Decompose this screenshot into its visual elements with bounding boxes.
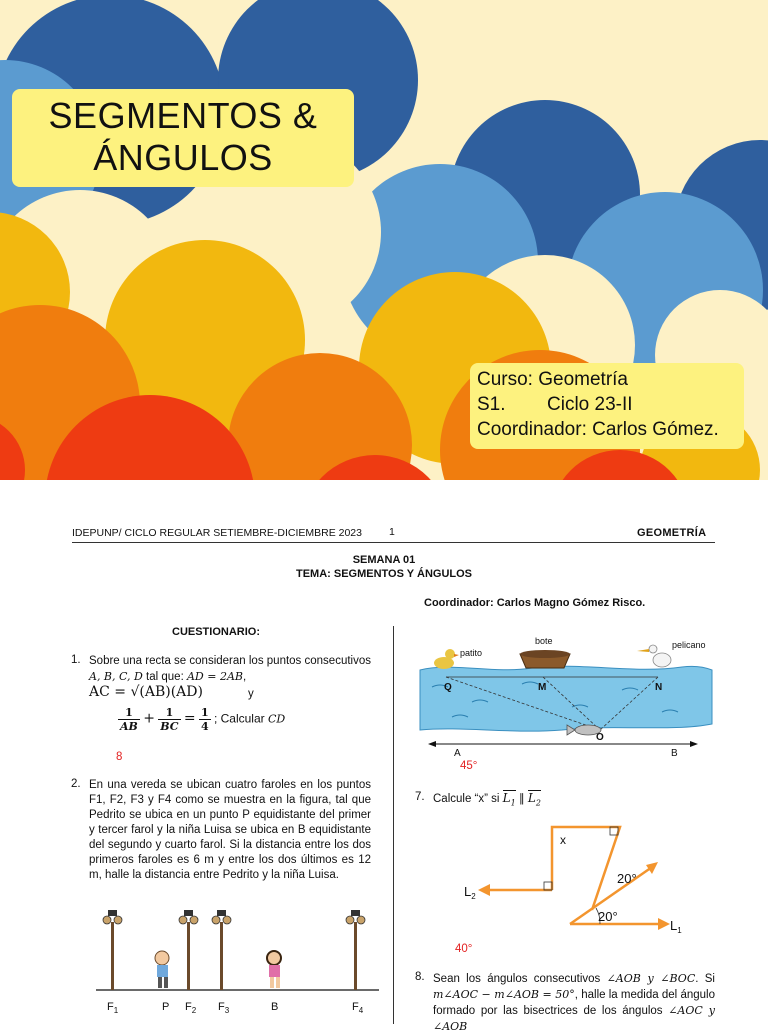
title-line-2: ÁNGULOS bbox=[93, 137, 273, 178]
label-b: B bbox=[271, 1001, 279, 1013]
frac-numerator: 1 bbox=[118, 706, 140, 720]
q1-equation-1: AC = √(AB)(AD) bbox=[89, 684, 203, 700]
q7-number: 7. bbox=[415, 791, 425, 803]
header-institution: IDEPUNP/ CICLO REGULAR SETIEMBRE-DICIEMBRE 2023 bbox=[72, 527, 362, 539]
frac-denominator: AB bbox=[120, 720, 138, 733]
q8-number: 8. bbox=[415, 971, 425, 983]
q8-text-c: , halle la medida del ángulo formado por las bisectrices de los ángulos bbox=[433, 989, 715, 1017]
label-a: A bbox=[454, 748, 461, 759]
q7-line-1: $L_1$ bbox=[502, 791, 516, 808]
lamp-f2 bbox=[179, 910, 198, 990]
title-box bbox=[12, 89, 354, 187]
q7-text bbox=[433, 791, 541, 807]
label-m: M bbox=[538, 682, 547, 693]
document-page bbox=[0, 480, 768, 1033]
header-divider bbox=[72, 542, 715, 543]
coordinator-label: Coordinador: Carlos Gómez. bbox=[477, 419, 719, 440]
fraction-1-ab bbox=[118, 706, 140, 733]
q8-angles: ∠AOB y ∠BOC bbox=[606, 972, 696, 985]
frac-numerator: 1 bbox=[200, 706, 209, 719]
label-20-upper: 20° bbox=[617, 871, 637, 886]
course-label: Curso: Geometría bbox=[477, 369, 628, 390]
section-heading: CUESTIONARIO: bbox=[172, 626, 260, 638]
boat-icon bbox=[520, 650, 570, 668]
week-heading: SEMANA 01 bbox=[352, 554, 416, 566]
duck-icon bbox=[434, 649, 459, 669]
angle-figure bbox=[460, 820, 690, 945]
label-b: B bbox=[671, 748, 678, 759]
label-f4: $F_4$ bbox=[352, 1001, 364, 1015]
fraction-1-bc bbox=[158, 706, 180, 733]
label-l2: $L_2$ bbox=[464, 884, 476, 901]
lamp-f4 bbox=[346, 910, 365, 990]
lamp-f1 bbox=[103, 910, 122, 990]
q1-number: 1. bbox=[71, 654, 81, 666]
q1-answer: 8 bbox=[116, 751, 123, 763]
coordinator-heading: Coordinador: Carlos Magno Gómez Risco. bbox=[424, 597, 646, 609]
pelican-icon bbox=[637, 645, 671, 667]
q8-text-a: Sean los ángulos consecutivos bbox=[433, 973, 607, 985]
label-x: x bbox=[560, 833, 566, 847]
label-f2: $F_2$ bbox=[185, 1001, 197, 1015]
fraction-1-4 bbox=[199, 706, 211, 733]
q8-text bbox=[433, 971, 715, 1035]
column-divider bbox=[393, 626, 394, 1024]
q1-equation-2: $\frac{1}{AB}$ + $\frac{1}{BC}$ = $\frac{1}{4}$ ; Calcular CD bbox=[120, 706, 286, 733]
q8-tail: ∠AOC y ∠AOB bbox=[433, 1004, 715, 1033]
label-f1: $F_1$ bbox=[107, 1001, 119, 1015]
topic-heading: TEMA: SEGMENTOS Y ÁNGULOS bbox=[295, 568, 473, 580]
boat-label: bote bbox=[535, 636, 553, 646]
q8-condition: m∠AOC − m∠AOB = 50° bbox=[433, 988, 575, 1001]
session-label: S1. bbox=[477, 394, 506, 415]
label-n: N bbox=[655, 682, 663, 693]
street-lamps-figure bbox=[94, 908, 384, 1024]
lake-figure bbox=[412, 632, 722, 759]
frac-numerator: 1 bbox=[158, 706, 180, 720]
q1-text-a: Sobre una recta se consideran los puntos consecutivos bbox=[89, 655, 371, 667]
girl-luisa bbox=[267, 951, 281, 988]
lake-answer: 45° bbox=[460, 760, 478, 772]
course-info-box bbox=[470, 363, 744, 449]
duck-label: patito bbox=[460, 648, 483, 658]
q1-points: A, B, C, D bbox=[89, 670, 143, 683]
header-page-number: 1 bbox=[389, 526, 395, 538]
label-20-lower: 20° bbox=[598, 909, 618, 924]
title-line-1: SEGMENTOS & bbox=[48, 95, 318, 136]
q1-text-b: tal que: bbox=[142, 671, 187, 683]
q1-condition: AD = 2AB bbox=[186, 670, 243, 683]
q7-line-2: $L_2$ bbox=[527, 791, 541, 808]
q8-text-b: . Si bbox=[695, 973, 715, 985]
q7-text-main: Calcule “x” si bbox=[433, 793, 503, 805]
boy-pedrito bbox=[155, 951, 169, 988]
q1-calc: ; Calcular bbox=[213, 711, 268, 726]
lamp-f3 bbox=[212, 910, 231, 990]
pelican-label: pelicano bbox=[672, 640, 706, 650]
q2-text: En una vereda se ubican cuatro faroles en los puntos F1, F2, F3 y F4 como se muestra en la figura, tal que Pedrito se ubica en un punto P equidistante del primer y tercer farol y la niña Luisa se ubica en B equidistante del segundo y cuarto farol. Si la distancia entre los dos primeros faroles es 6 m y entre los dos últimos es 12 m, halle la distancia entre Pedrito y la niña Luisa. bbox=[89, 779, 371, 881]
header-subject: GEOMETRÍA bbox=[637, 527, 707, 539]
label-p: P bbox=[162, 1001, 170, 1013]
frac-denominator: BC bbox=[160, 720, 179, 733]
cover-slide bbox=[0, 0, 768, 480]
q7-answer: 40° bbox=[455, 943, 473, 955]
parallel-symbol: ∥ bbox=[518, 793, 525, 805]
q2-number: 2. bbox=[71, 778, 81, 790]
q1-calc-var: CD bbox=[267, 712, 286, 726]
label-o: O bbox=[596, 732, 604, 743]
label-f3: $F_3$ bbox=[218, 1001, 230, 1015]
label-q: Q bbox=[444, 682, 452, 693]
q1-and: y bbox=[248, 688, 254, 700]
q1-text: Sobre una recta se consideran los puntos consecutivos A, B, C, D tal que: AD = 2AB, bbox=[89, 655, 371, 683]
label-l1: $L_1$ bbox=[670, 918, 682, 935]
cycle-label: Ciclo 23-II bbox=[547, 394, 633, 415]
frac-denominator: 4 bbox=[200, 720, 209, 733]
